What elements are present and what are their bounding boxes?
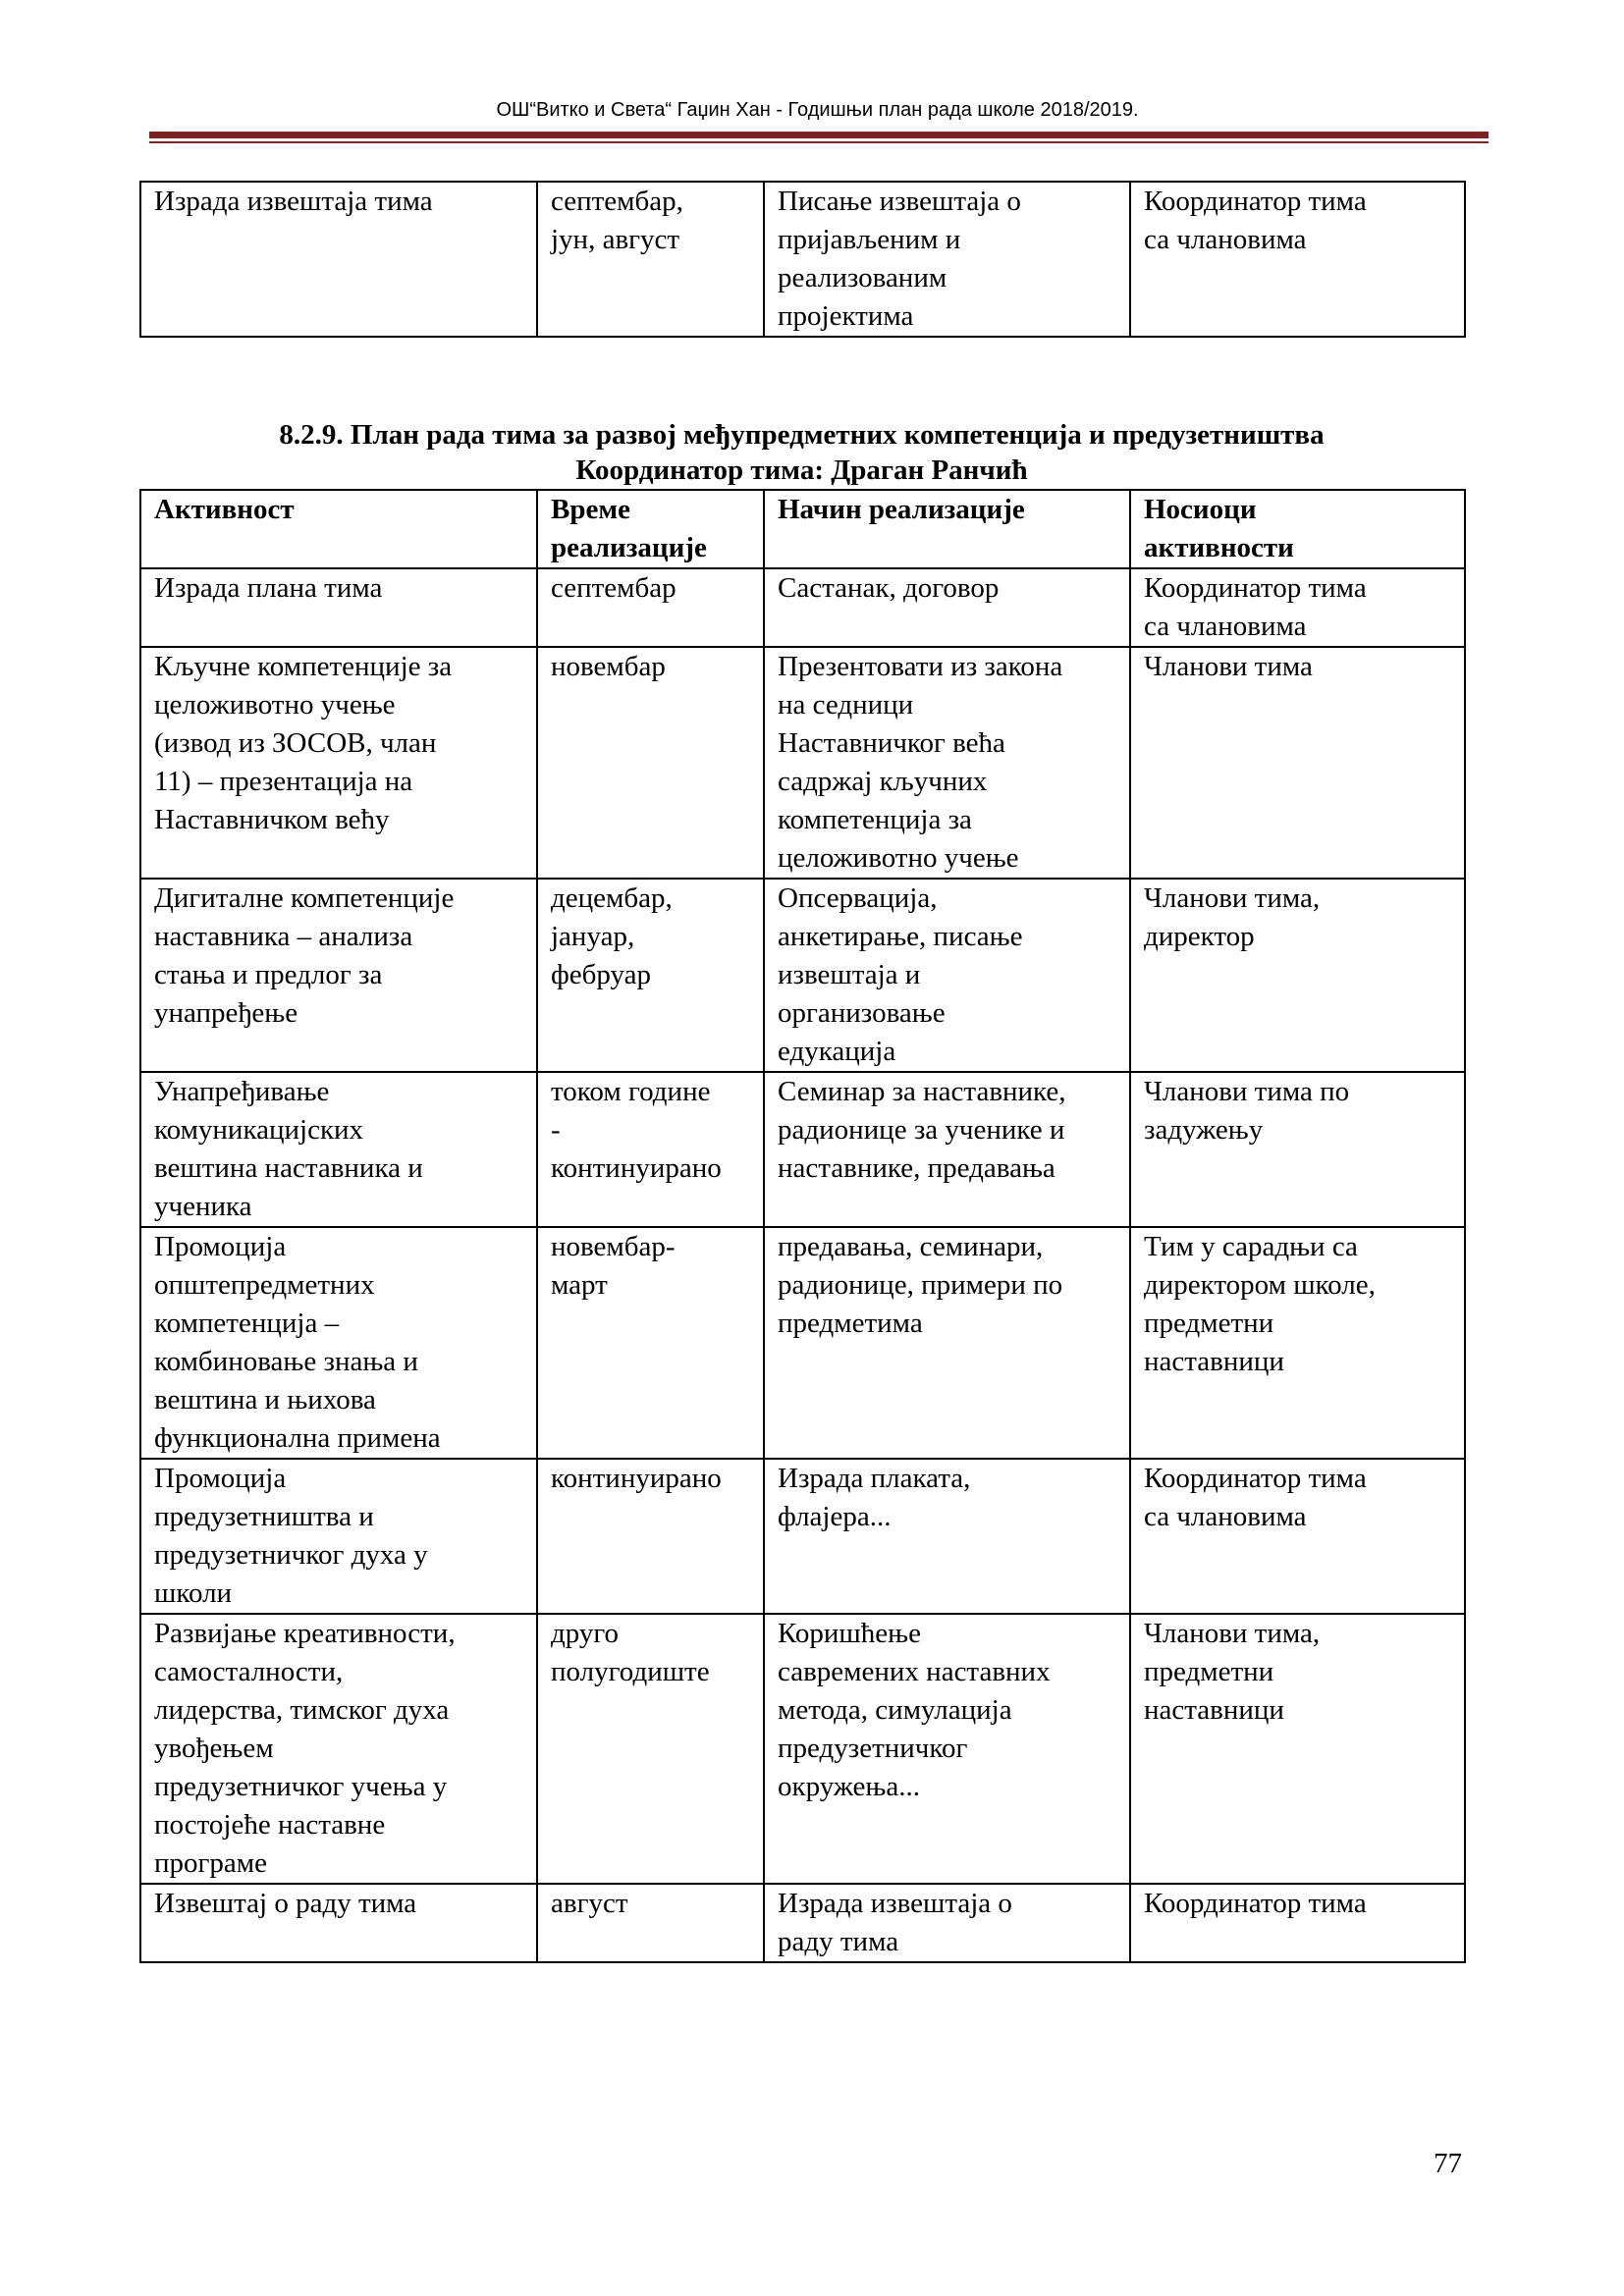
responsible-cell: Координатор тима са члановима: [1130, 568, 1465, 647]
activity-cell: Кључне компетенције за целоживотно учење (извод из ЗОСОВ, члан 11) – презентација на Наставничком већу: [140, 647, 537, 879]
column-header-activity: Активност: [140, 490, 537, 568]
time-cell: новембар: [537, 647, 764, 879]
method-cell: Састанак, договор: [764, 568, 1130, 647]
method-cell: Презентовати из закона на седници Наставничког већа садржај кључних компетенција за целоживотно учење: [764, 647, 1130, 879]
top-table: [139, 181, 1466, 338]
table-row: [140, 1614, 1465, 1884]
activity-cell: Извештај о раду тима: [140, 1884, 537, 1962]
table-row: [140, 1884, 1465, 1962]
time-cell: септембар: [537, 568, 764, 647]
time-cell: август: [537, 1884, 764, 1962]
page-number: 77: [1434, 2148, 1462, 2179]
responsible-cell: Чланови тима, директор: [1130, 879, 1465, 1072]
activity-cell: Израда извештаја тима: [140, 182, 537, 337]
responsible-cell: Координатор тима са члановима: [1130, 1459, 1465, 1614]
method-cell: Израда извештаја о раду тима: [764, 1884, 1130, 1962]
method-cell: Семинар за наставнике, радионице за ученике и наставнике, предавања: [764, 1072, 1130, 1227]
responsible-cell: Координатор тима: [1130, 1884, 1465, 1962]
table-row: [140, 1072, 1465, 1227]
plan-table-body: [140, 568, 1465, 1962]
section-title: 8.2.9. План рада тима за развој међупредметних компетенција и предузетништва: [279, 419, 1325, 451]
responsible-cell: Чланови тима по задужењу: [1130, 1072, 1465, 1227]
method-cell: Израда плаката, флајера...: [764, 1459, 1130, 1614]
responsible-cell: Тим у сарадњи са директором школе, предметни наставници: [1130, 1227, 1465, 1459]
method-cell: Коришћење савремених наставних метода, симулација предузетничког окружења...: [764, 1614, 1130, 1884]
activity-cell: Унапређивање комуникацијских вештина наставника и ученика: [140, 1072, 537, 1227]
activity-cell: Дигиталне компетенције наставника – анализа стања и предлог за унапређење: [140, 879, 537, 1072]
time-cell: септембар, јун, август: [537, 182, 764, 337]
header-rule: [149, 132, 1489, 138]
table-header-row: [140, 490, 1465, 568]
table-row: [140, 182, 1465, 337]
header-rule-thin: [149, 141, 1489, 143]
table-row: [140, 647, 1465, 879]
time-cell: друго полугодиште: [537, 1614, 764, 1884]
activity-cell: Развијање креативности, самосталности, лидерства, тимског духа увођењем предузетничког учења у постојеће наставне програме: [140, 1614, 537, 1884]
time-cell: новембар- март: [537, 1227, 764, 1459]
plan-table: [139, 489, 1466, 1963]
responsible-cell: Координатор тима са члановима: [1130, 182, 1465, 337]
column-header-responsible: Носиоци активности: [1130, 490, 1465, 568]
table-row: [140, 879, 1465, 1072]
responsible-cell: Чланови тима: [1130, 647, 1465, 879]
column-header-time: Време реализације: [537, 490, 764, 568]
method-cell: Писање извештаја о пријављеним и реализованим пројектима: [764, 182, 1130, 337]
time-cell: током године - континуирано: [537, 1072, 764, 1227]
table-row: [140, 1459, 1465, 1614]
time-cell: континуирано: [537, 1459, 764, 1614]
responsible-cell: Чланови тима, предметни наставници: [1130, 1614, 1465, 1884]
activity-cell: Промоција предузетништва и предузетничког духа у школи: [140, 1459, 537, 1614]
column-header-method: Начин реализације: [764, 490, 1130, 568]
method-cell: предавања, семинари, радионице, примери по предметима: [764, 1227, 1130, 1459]
time-cell: децембар, јануар, фебруар: [537, 879, 764, 1072]
method-cell: Опсервација, анкетирање, писање извештаја и организовање едукација: [764, 879, 1130, 1072]
section-coordinator: Координатор тима: Драган Ранчић: [575, 454, 1028, 486]
activity-cell: Израда плана тима: [140, 568, 537, 647]
page-header: ОШ“Витко и Света“ Гаџин Хан - Годишњи план рада школе 2018/2019.: [496, 99, 1139, 121]
activity-cell: Промоција општепредметних компетенција – комбиновање знања и вештина и њихова функционална примена: [140, 1227, 537, 1459]
table-row: [140, 568, 1465, 647]
table-row: [140, 1227, 1465, 1459]
